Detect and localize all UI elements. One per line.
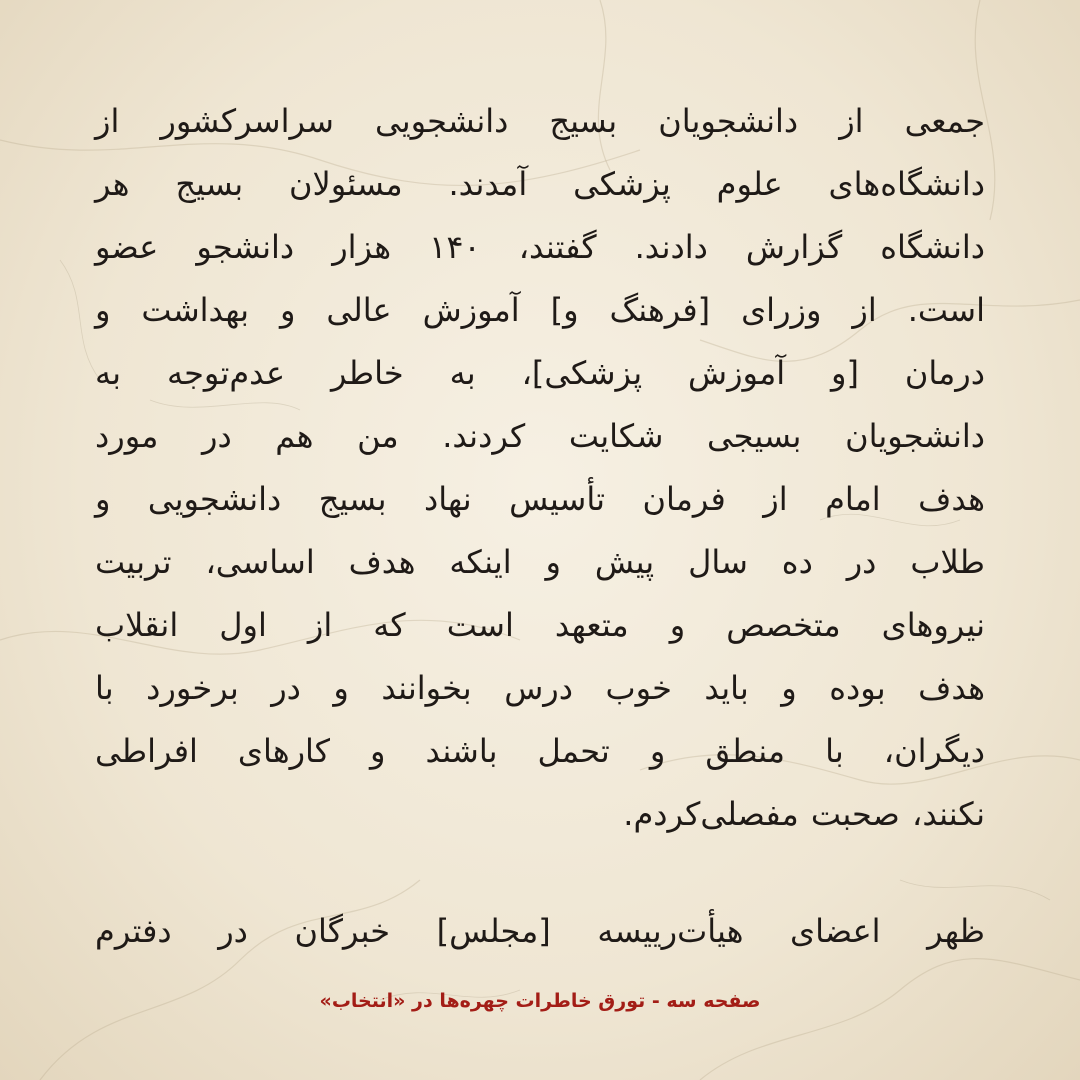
article-line: است. از وزرای [فرهنگ و] آموزش عالی و بهداشت و — [95, 291, 985, 329]
source-caption: صفحه سه - تورق خاطرات چهره‌ها در «انتخاب» — [319, 990, 761, 1012]
article-line: هدف امام از فرمان تأسیس نهاد بسیج دانشجویی و — [95, 480, 985, 518]
article-line: دیگران، با منطق و تحمل باشند و کارهای افراطی — [95, 732, 985, 770]
article-line: نکنند، صحبت مفصلی‌کردم. — [623, 795, 985, 833]
closing-line: ظهر اعضای هیأت‌رییسه [مجلس] خبرگان در دفترم — [95, 912, 985, 950]
article-line: جمعی از دانشجویان بسیج دانشجویی سراسرکشور از — [95, 102, 985, 140]
article-line: طلاب در ده سال پیش و اینکه هدف اساسی، تربیت — [95, 543, 985, 581]
article-line: دانشگاه گزارش دادند. گفتند، ۱۴۰ هزار دانشجو عضو — [95, 228, 986, 266]
article-line: درمان [و آموزش پزشکی]، به خاطر عدم‌توجه به — [95, 354, 985, 392]
article-line: هدف بوده و باید خوب درس بخوانند و در برخورد با — [95, 669, 985, 707]
article-line: دانشگاه‌های علوم پزشکی آمدند. مسئولان بسیج هر — [95, 165, 985, 203]
article-page — [95, 90, 985, 1040]
article-body — [95, 90, 985, 846]
article-line: دانشجویان بسیجی شکایت کردند. من هم در مورد — [95, 417, 985, 455]
article-line: نیروهای متخصص و متعهد است که از اول انقلاب — [95, 606, 985, 644]
